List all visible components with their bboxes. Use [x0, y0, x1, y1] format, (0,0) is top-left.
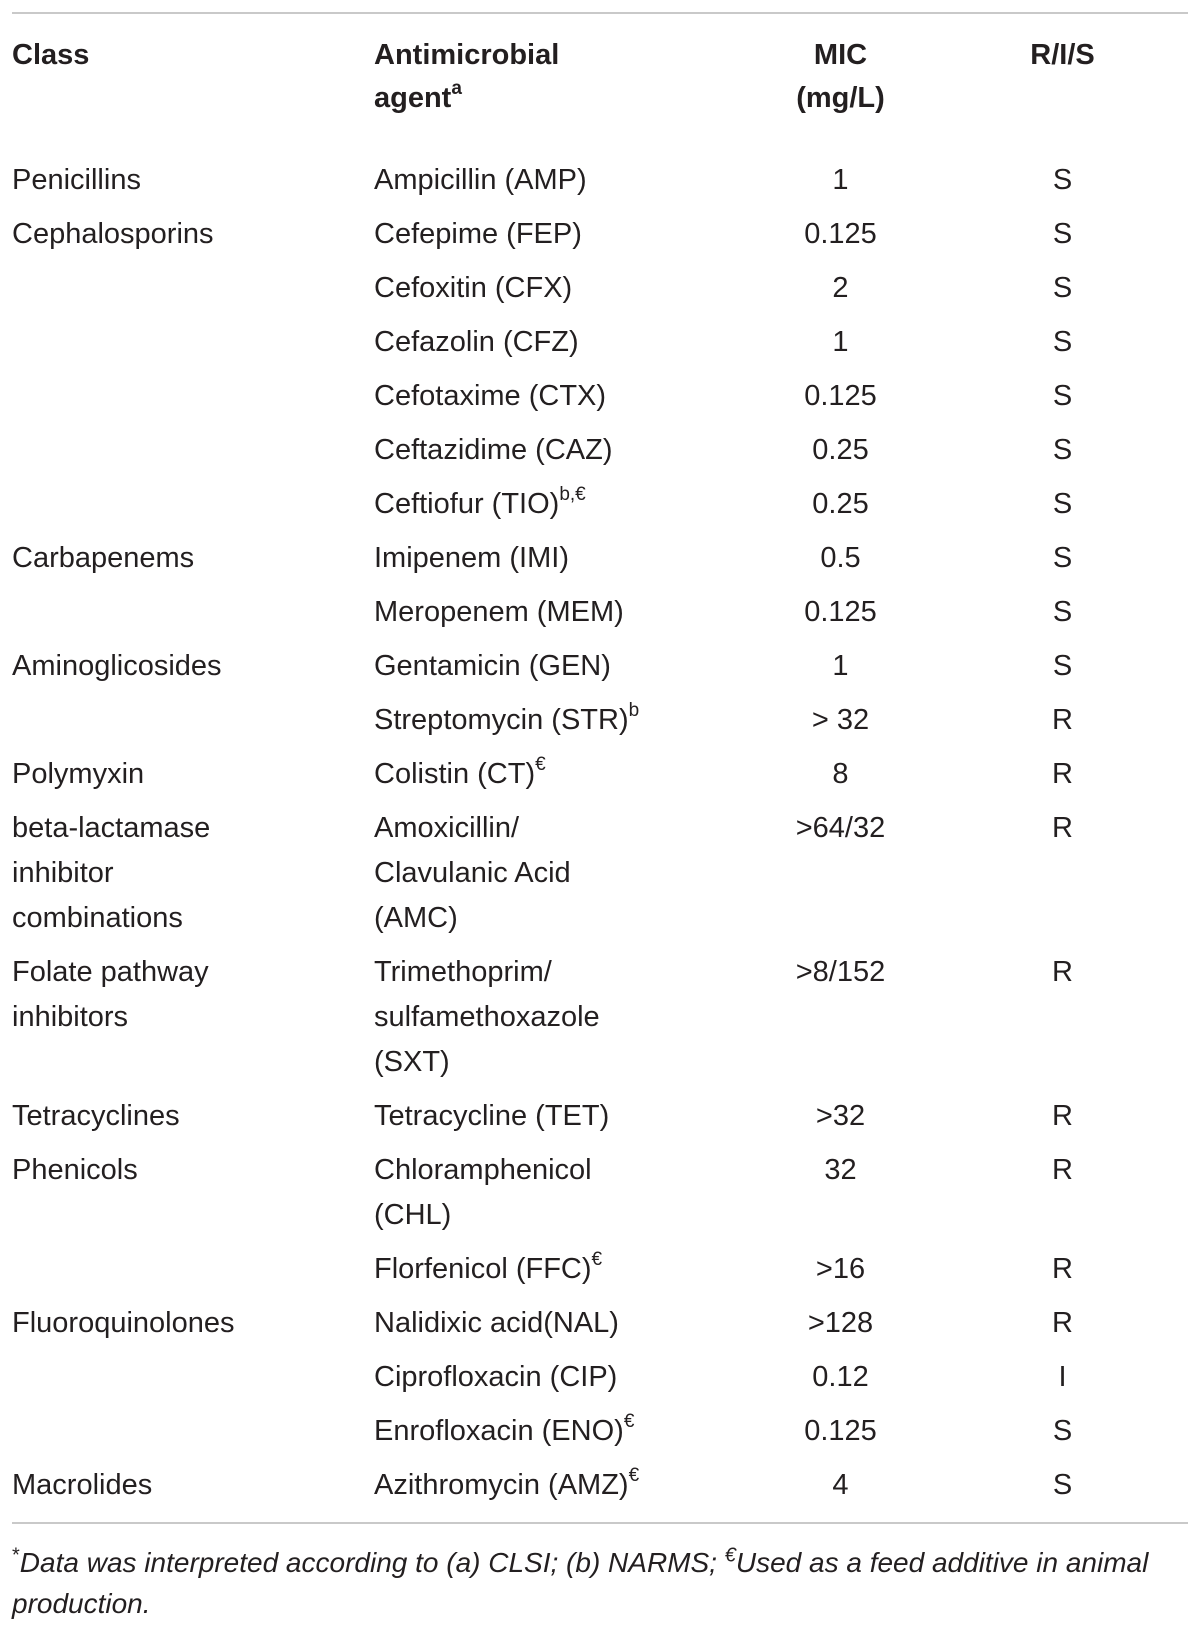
cell-mic: 32 — [824, 1154, 857, 1186]
table-row — [12, 1409, 1188, 1463]
cell-ris: S — [1052, 272, 1073, 304]
cell-ris: S — [1052, 164, 1073, 196]
cell-class: Folate pathway inhibitors — [12, 956, 209, 1033]
header-ris: R/I/S — [1030, 39, 1095, 71]
table-row — [12, 1148, 1188, 1247]
cell-mic: 0.125 — [804, 380, 877, 412]
table-row — [12, 1247, 1188, 1301]
cell-class — [12, 1355, 374, 1409]
cell-ris: S — [1052, 434, 1073, 466]
table-row — [12, 752, 1188, 806]
footnote-text-1: Data was interpreted according to (a) CLSI; (b) NARMS; — [19, 1547, 725, 1578]
table-row — [12, 698, 1188, 752]
table-row — [12, 1094, 1188, 1148]
cell-ris: S — [1052, 596, 1073, 628]
cell-mic: 8 — [832, 758, 849, 790]
cell-agent-label: Cefepime (FEP) — [374, 218, 582, 250]
cell-agent — [374, 698, 744, 752]
table-row — [12, 212, 1188, 266]
cell-ris: S — [1052, 326, 1073, 358]
table-row — [12, 428, 1188, 482]
cell-ris: S — [1052, 488, 1073, 520]
cell-agent — [374, 752, 744, 806]
cell-mic: 0.125 — [804, 218, 877, 250]
cell-mic: 0.125 — [804, 596, 877, 628]
cell-agent-sup: € — [623, 1411, 635, 1433]
table-row — [12, 1355, 1188, 1409]
cell-agent — [374, 1355, 744, 1409]
cell-ris: S — [1052, 218, 1073, 250]
cell-class — [12, 266, 374, 320]
table-row — [12, 806, 1188, 950]
table-container — [12, 12, 1188, 1624]
cell-class: Fluoroquinolones — [12, 1307, 235, 1339]
cell-agent-label: Streptomycin (STR) — [374, 704, 629, 736]
cell-agent-label: Ceftiofur (TIO) — [374, 488, 560, 520]
cell-mic: 0.125 — [804, 1415, 877, 1447]
cell-class: Carbapenems — [12, 542, 195, 574]
cell-agent-label: Cefoxitin (CFX) — [374, 272, 573, 304]
cell-ris: S — [1052, 650, 1073, 682]
cell-mic: >8/152 — [795, 956, 886, 988]
cell-mic: 0.25 — [812, 434, 869, 466]
cell-agent-label: Tetracycline (TET) — [374, 1100, 610, 1132]
cell-ris: R — [1052, 1154, 1073, 1186]
cell-ris: S — [1052, 1415, 1073, 1447]
cell-agent-label: Florfenicol (FFC) — [374, 1253, 592, 1285]
table-row — [12, 482, 1188, 536]
cell-mic: >128 — [807, 1307, 874, 1339]
cell-agent — [374, 266, 744, 320]
table-row — [12, 536, 1188, 590]
cell-class: Phenicols — [12, 1154, 138, 1186]
table-row — [12, 266, 1188, 320]
cell-agent-label: Trimethoprim/ sulfamethoxazole (SXT) — [374, 956, 600, 1078]
cell-agent — [374, 1094, 744, 1148]
cell-agent — [374, 212, 744, 266]
cell-agent — [374, 806, 744, 950]
cell-agent — [374, 1301, 744, 1355]
cell-class: Macrolides — [12, 1469, 153, 1501]
cell-agent-sup: b,€ — [559, 484, 586, 506]
cell-agent-label: Meropenem (MEM) — [374, 596, 624, 628]
cell-agent-label: Nalidixic acid(NAL) — [374, 1307, 619, 1339]
cell-mic: >32 — [815, 1100, 866, 1132]
cell-agent — [374, 142, 744, 212]
cell-class — [12, 590, 374, 644]
cell-mic: 0.12 — [812, 1361, 869, 1393]
cell-mic: 1 — [832, 164, 849, 196]
cell-ris: R — [1052, 704, 1073, 736]
header-row — [12, 14, 1188, 142]
header-agent-sup: a — [451, 78, 462, 100]
cell-agent — [374, 1247, 744, 1301]
cell-agent-label: Imipenem (IMI) — [374, 542, 569, 574]
cell-agent-sup: € — [535, 754, 546, 776]
cell-agent-sup: € — [628, 1465, 640, 1487]
cell-class: Tetracyclines — [12, 1100, 180, 1132]
cell-class — [12, 698, 374, 752]
cell-ris: R — [1052, 1307, 1073, 1339]
cell-agent-label: Cefotaxime (CTX) — [374, 380, 607, 412]
cell-agent — [374, 950, 744, 1094]
cell-class — [12, 320, 374, 374]
cell-agent — [374, 590, 744, 644]
footnote-asterisk: * — [12, 1544, 20, 1567]
table-row — [12, 950, 1188, 1094]
cell-class — [12, 374, 374, 428]
header-agent — [374, 14, 744, 142]
cell-agent-sup: b — [628, 700, 640, 722]
cell-ris: R — [1052, 758, 1073, 790]
cell-mic: 2 — [832, 272, 849, 304]
table-row — [12, 142, 1188, 212]
cell-agent — [374, 374, 744, 428]
antimicrobial-table — [12, 14, 1188, 1522]
cell-agent — [374, 428, 744, 482]
table-body — [12, 142, 1188, 1522]
cell-ris: S — [1052, 1469, 1073, 1501]
cell-agent-label: Colistin (CT) — [374, 758, 536, 790]
cell-ris: R — [1052, 1253, 1073, 1285]
cell-agent-label: Ceftazidime (CAZ) — [374, 434, 613, 466]
cell-agent-label: Ciprofloxacin (CIP) — [374, 1361, 618, 1393]
cell-mic: >64/32 — [795, 812, 886, 844]
cell-agent-label: Amoxicillin/ Clavulanic Acid (AMC) — [374, 812, 571, 934]
cell-ris: S — [1052, 542, 1073, 574]
cell-mic: 1 — [832, 650, 849, 682]
cell-agent-label: Azithromycin (AMZ) — [374, 1469, 629, 1501]
cell-agent-sup: € — [591, 1249, 603, 1271]
header-agent-label: Antimicrobial agent — [374, 39, 560, 114]
cell-class: Aminoglicosides — [12, 650, 222, 682]
footnote — [12, 1524, 1200, 1624]
footnote-text-2: Used as a feed additive in animal production. — [12, 1547, 1149, 1619]
cell-agent-label: Ampicillin (AMP) — [374, 164, 587, 196]
cell-mic: > 32 — [811, 704, 870, 736]
footnote-euro: € — [724, 1544, 736, 1567]
cell-class — [12, 1409, 374, 1463]
cell-agent — [374, 644, 744, 698]
cell-class: Penicillins — [12, 164, 141, 196]
cell-ris: R — [1052, 956, 1073, 988]
cell-agent — [374, 482, 744, 536]
cell-mic: 0.5 — [820, 542, 861, 574]
cell-ris: R — [1052, 812, 1073, 844]
cell-class: Polymyxin — [12, 758, 145, 790]
cell-agent — [374, 1148, 744, 1247]
cell-mic: 0.25 — [812, 488, 869, 520]
cell-mic: 1 — [832, 326, 849, 358]
cell-class — [12, 428, 374, 482]
table-row — [12, 644, 1188, 698]
cell-mic: >16 — [815, 1253, 866, 1285]
table-row — [12, 1301, 1188, 1355]
cell-agent — [374, 1409, 744, 1463]
cell-class: Cephalosporins — [12, 218, 214, 250]
cell-agent — [374, 536, 744, 590]
cell-class — [12, 482, 374, 536]
cell-agent-label: Cefazolin (CFZ) — [374, 326, 579, 358]
table-row — [12, 1463, 1188, 1522]
cell-ris: S — [1052, 380, 1073, 412]
cell-class: beta-lactamase inhibitor combinations — [12, 812, 211, 934]
header-class: Class — [12, 39, 90, 71]
cell-agent-label: Chloramphenicol (CHL) — [374, 1154, 592, 1231]
table-row — [12, 320, 1188, 374]
cell-agent-label: Gentamicin (GEN) — [374, 650, 611, 682]
cell-ris: I — [1058, 1361, 1067, 1393]
header-mic: MIC (mg/L) — [796, 39, 885, 114]
cell-mic: 4 — [832, 1469, 849, 1501]
cell-agent — [374, 320, 744, 374]
cell-ris: R — [1052, 1100, 1073, 1132]
cell-agent-label: Enrofloxacin (ENO) — [374, 1415, 624, 1447]
cell-class — [12, 1247, 374, 1301]
cell-agent — [374, 1463, 744, 1522]
table-row — [12, 590, 1188, 644]
table-row — [12, 374, 1188, 428]
